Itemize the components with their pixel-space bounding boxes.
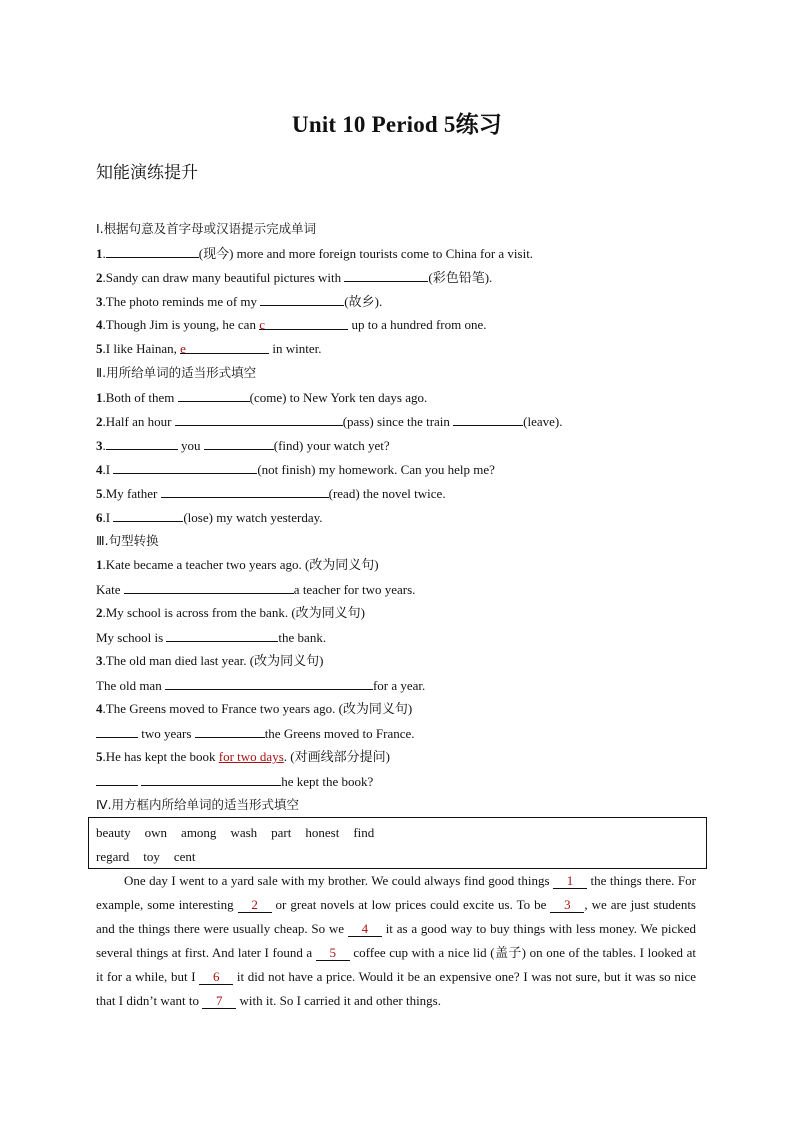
s3-item-2-question: 2.My school is across from the bank. (改为同义句) <box>96 605 365 620</box>
s1-item-1: 1. (现今) more and more foreign tourists come to China for a visit. <box>96 246 534 261</box>
section3-heading: Ⅲ.句型转换 <box>96 533 159 548</box>
cloze-passage: One day I went to a yard sale with my brother. We could always find good things 1 the things there. For example, some interesting 2 or great novels at low prices could excite us. To be 3 , we are just students and the things there were usually cheap. So we 4 it as a good way to buy things with less money. We picked several things at first. And later I found a 5 coffee cup with a nice lid (盖子) on one of the tables. I looked at it for a while, but I 6 it did not have a price. Would it be an expensive one? I was not sure, but it was so nice that I didn’t want to 7 with it. So I carried it and other things. <box>96 873 696 1008</box>
blank-2: 2 <box>238 898 272 913</box>
s3-item-3-question: 3.The old man died last year. (改为同义句) <box>96 653 324 668</box>
blank-1: 1 <box>553 874 587 889</box>
s3-item-1-answer: Kate a teacher for two years. <box>96 582 416 597</box>
s2-item-5: 5.My father (read) the novel twice. <box>96 486 446 501</box>
s1-item-2: 2.Sandy can draw many beautiful pictures with (彩色铅笔). <box>96 270 493 285</box>
word-box-row-1: beauty own among wash part honest find <box>96 825 375 840</box>
s3-item-5-question: 5.He has kept the book for two days. (对画线部分提问) <box>96 749 390 764</box>
s2-item-2: 2.Half an hour (pass) since the train (leave). <box>96 414 563 429</box>
page-subtitle: 知能演练提升 <box>96 163 198 183</box>
s3-item-2-answer: My school is the bank. <box>96 630 327 645</box>
s3-item-5-answer: he kept the book? <box>96 773 373 790</box>
blank-7: 7 <box>202 994 236 1009</box>
section2-heading: Ⅱ.用所给单词的适当形式填空 <box>96 365 257 380</box>
s3-item-1-question: 1.Kate became a teacher two years ago. (改为同义句) <box>96 557 379 572</box>
s2-item-3: 3. you (find) your watch yet? <box>96 438 390 453</box>
s2-item-1: 1.Both of them (come) to New York ten days ago. <box>96 390 428 405</box>
s1-item-4: 4.Though Jim is young, he can c up to a hundred from one. <box>96 317 487 332</box>
s3-item-3-answer: The old man for a year. <box>96 678 426 693</box>
s3-item-4-answer: two years the Greens moved to France. <box>96 725 415 742</box>
s1-item-5: 5.I like Hainan, e in winter. <box>96 341 322 356</box>
word-box <box>88 817 707 869</box>
blank-4: 4 <box>348 922 382 937</box>
word-box-row-2: regard toy cent <box>96 849 196 864</box>
s3-item-4-question: 4.The Greens moved to France two years ago. (改为同义句) <box>96 701 413 716</box>
blank-3: 3 <box>550 898 584 913</box>
section1-heading: Ⅰ.根据句意及首字母或汉语提示完成单词 <box>96 221 317 236</box>
s2-item-6: 6.I (lose) my watch yesterday. <box>96 510 323 525</box>
section4-heading: Ⅳ.用方框内所给单词的适当形式填空 <box>96 797 300 812</box>
page-title: Unit 10 Period 5练习 <box>292 112 502 137</box>
blank-6: 6 <box>199 970 233 985</box>
s2-item-4: 4.I (not finish) my homework. Can you help me? <box>96 462 495 477</box>
blank-5: 5 <box>316 946 350 961</box>
s1-item-3: 3.The photo reminds me of my (故乡). <box>96 294 383 309</box>
